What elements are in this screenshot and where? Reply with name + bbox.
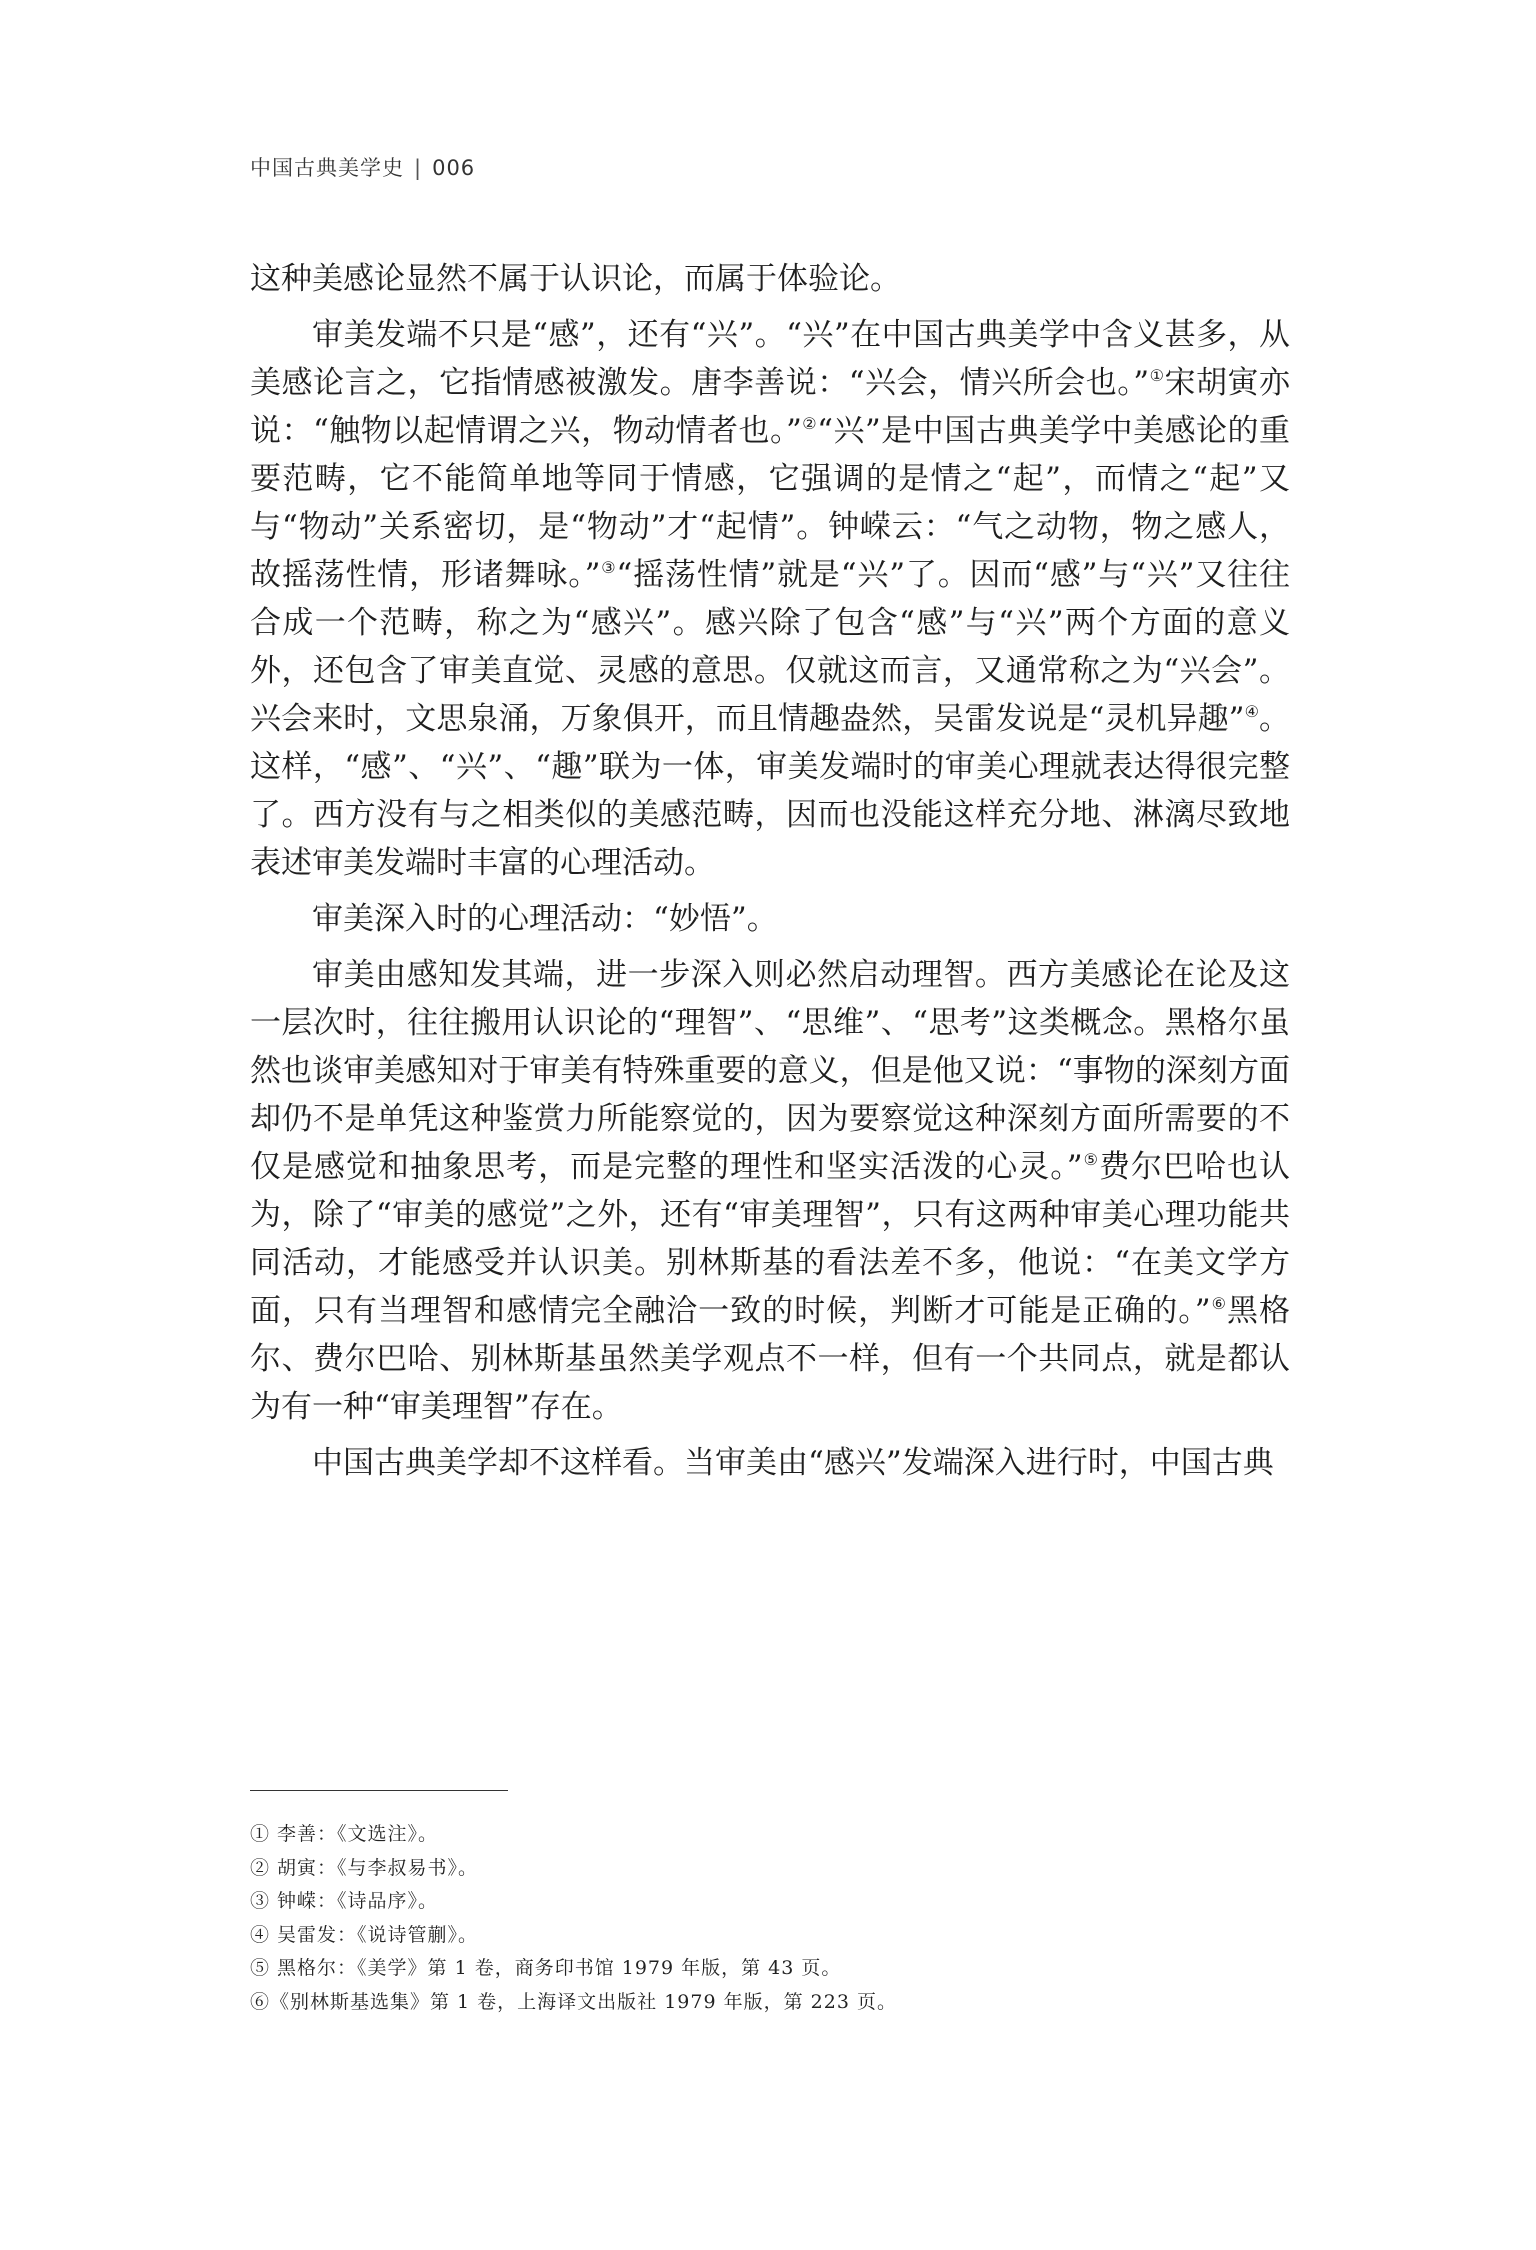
footnotes [250, 1818, 1290, 2019]
footnote-ref-5: ⑤ [1082, 1150, 1099, 1169]
footnote-divider [250, 1790, 508, 1791]
paragraph-2 [250, 311, 1290, 887]
paragraph-4 [250, 951, 1290, 1431]
paragraph-5: 中国古典美学却不这样看。当审美由“感兴”发端深入进行时，中国古典 [312, 1445, 1274, 1481]
footnote-ref-3: ③ [600, 558, 617, 577]
paragraph-2-text-a: 审美发端不只是“感”，还有“兴”。“兴”在中国古典美学中含义甚多，从美感论言之，它指情感被激发。唐李善说：“兴会，情兴所会也。” [250, 317, 1290, 401]
paragraph-2-text-d: “摇荡性情”就是“兴”了。因而“感”与“兴”又往往合成一个范畴，称之为“感兴”。感兴除了包含“感”与“兴”两个方面的意义外，还包含了审美直觉、灵感的意思。仅就这而言，又通常称之为“兴会”。兴会来时，文思泉涌，万象俱开，而且情趣盎然，吴雷发说是“灵机异趣” [250, 557, 1290, 737]
paragraph-3: 审美深入时的心理活动：“妙悟”。 [312, 901, 778, 937]
footnote-ref-6: ⑥ [1210, 1294, 1227, 1313]
book-title: 中国古典美学史 [250, 156, 404, 180]
body-text [250, 255, 1290, 1487]
paragraph-2-text-e: 。这样，“感”、“兴”、“趣”联为一体，审美发端时的审美心理就表达得很完整了。西方没有与之相类似的美感范畴，因而也没能这样充分地、淋漓尽致地表述审美发端时丰富的心理活动。 [250, 701, 1290, 881]
footnote-ref-2: ② [801, 414, 818, 433]
footnote-3: ③ 钟嵘：《诗品序》。 [250, 1890, 439, 1912]
paragraph-2-text-c: “兴”是中国古典美学中美感论的重要范畴，它不能简单地等同于情感，它强调的是情之“起”，而情之“起”又与“物动”关系密切，是“物动”才“起情”。钟嵘云：“气之动物，物之感人，故摇荡性情，形诸舞咏。” [250, 413, 1290, 593]
running-header [250, 152, 475, 182]
footnote-5: ⑤ 黑格尔：《美学》第 1 卷，商务印书馆 1979 年版，第 43 页。 [250, 1957, 842, 1979]
paragraph-4-text-a: 审美由感知发其端，进一步深入则必然启动理智。西方美感论在论及这一层次时，往往搬用认识论的“理智”、“思维”、“思考”这类概念。黑格尔虽然也谈审美感知对于审美有特殊重要的意义，但是他又说：“事物的深刻方面却仍不是单凭这种鉴赏力所能察觉的，因为要察觉这种深刻方面所需要的不仅是感觉和抽象思考，而是完整的理性和坚实活泼的心灵。” [250, 957, 1290, 1185]
paragraph-2-text-b: 宋胡寅亦说：“触物以起情谓之兴，物动情者也。” [250, 365, 1291, 449]
footnote-4: ④ 吴雷发：《说诗管蒯》。 [250, 1923, 479, 1946]
footnote-ref-4: ④ [1244, 702, 1259, 721]
paragraph-1: 这种美感论显然不属于认识论，而属于体验论。 [250, 261, 901, 297]
header-separator: | [414, 156, 423, 180]
page-number: 006 [432, 156, 476, 180]
footnote-ref-1: ① [1149, 366, 1165, 385]
footnote-2: ② 胡寅：《与李叔易书》。 [250, 1856, 479, 1879]
paragraph-4-text-b: 费尔巴哈也认为，除了“审美的感觉”之外，还有“审美理智”，只有这两种审美心理功能共同活动，才能感受并认识美。别林斯基的看法差不多，他说：“在美文学方面，只有当理智和感情完全融洽一致的时候，判断才可能是正确的。” [250, 1149, 1291, 1329]
footnote-6: ⑥《别林斯基选集》第 1 卷，上海译文出版社 1979 年版，第 223 页。 [250, 1990, 897, 2013]
footnote-1: ① 李善：《文选注》。 [250, 1823, 439, 1845]
paragraph-4-text-c: 黑格尔、费尔巴哈、别林斯基虽然美学观点不一样，但有一个共同点，就是都认为有一种“审美理智”存在。 [250, 1293, 1291, 1425]
